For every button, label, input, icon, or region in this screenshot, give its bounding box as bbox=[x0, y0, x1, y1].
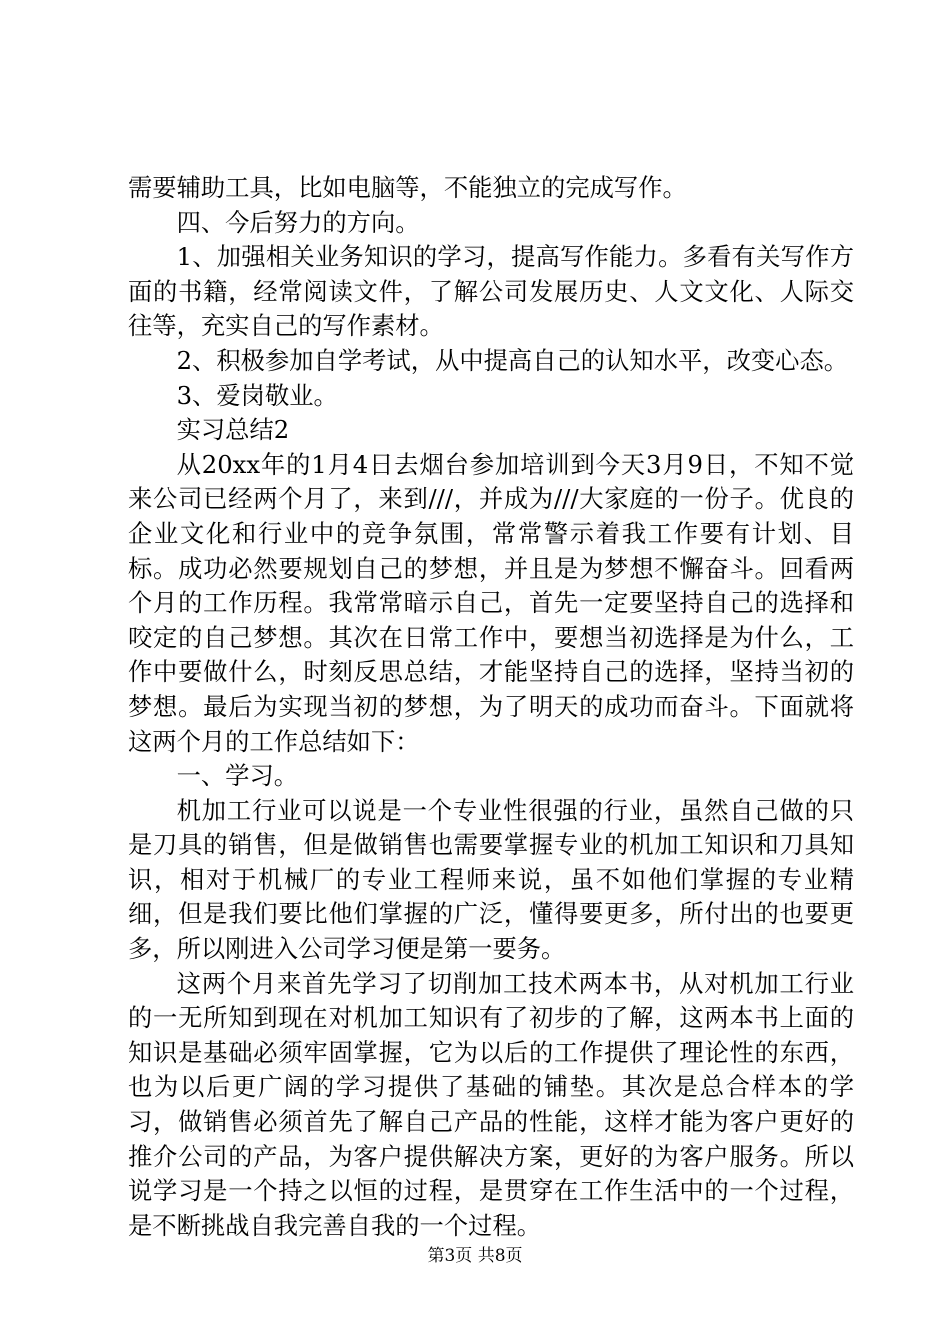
paragraph: 2、积极参加自学考试，从中提高自己的认知水平，改变心态。 bbox=[176, 345, 849, 375]
page-number-footer: 第3页 共8页 bbox=[427, 1246, 523, 1266]
document-body bbox=[128, 171, 854, 1243]
section-heading: 实习总结2 bbox=[176, 415, 290, 445]
paragraph: 从20xx年的1月4日去烟台参加培训到今天3月9日，不知不觉来公司已经两个月了，来到///，并成为///大家庭的一份子。优良的企业文化和行业中的竞争氛围，常常警示着我工作要有计划、目标。成功必然要规划自己的梦想，并且是为梦想不懈奋斗。回看两个月的工作历程。我常常暗示自己，首先一定要坚持自己的选择和咬定的自己梦想。其次在日常工作中，要想当初选择是为什么，工作中要做什么，时刻反思总结，才能坚持自己的选择，坚持当初的梦想。最后为实现当初的梦想，为了明天的成功而奋斗。下面就将这两个月的工作总结如下： bbox=[128, 449, 854, 756]
paragraph: 这两个月来首先学习了切削加工技术两本书，从对机加工行业的一无所知到现在对机加工知识有了初步的了解，这两本书上面的知识是基础必须牢固掌握，它为以后的工作提供了理论性的东西，也为以后更广阔的学习提供了基础的铺垫。其次是总合样本的学习，做销售必须首先了解自己产品的性能，这样才能为客户更好的推介公司的产品，为客户提供解决方案，更好的为客户服务。所以说学习是一个持之以恒的过程，是贯穿在工作生活中的一个过程，是不断挑战自我完善自我的一个过程。 bbox=[128, 968, 854, 1240]
paragraph: 1、加强相关业务知识的学习，提高写作能力。多看有关写作方面的书籍，经常阅读文件，了解公司发展历史、人文文化、人际交往等，充实自己的写作素材。 bbox=[128, 242, 854, 341]
paragraph: 需要辅助工具，比如电脑等，不能独立的完成写作。 bbox=[128, 173, 687, 202]
paragraph: 3、爱岗敬业。 bbox=[176, 380, 338, 410]
paragraph: 四、今后努力的方向。 bbox=[176, 207, 420, 237]
paragraph: 一、学习。 bbox=[176, 761, 299, 791]
paragraph: 机加工行业可以说是一个专业性很强的行业，虽然自己做的只是刀具的销售，但是做销售也需要掌握专业的机加工知识和刀具知识，相对于机械厂的专业工程师来说，虽不如他们掌握的专业精细，但是我们要比他们掌握的广泛，懂得要更多，所付出的也要更多，所以刚进入公司学习便是第一要务。 bbox=[128, 795, 854, 964]
